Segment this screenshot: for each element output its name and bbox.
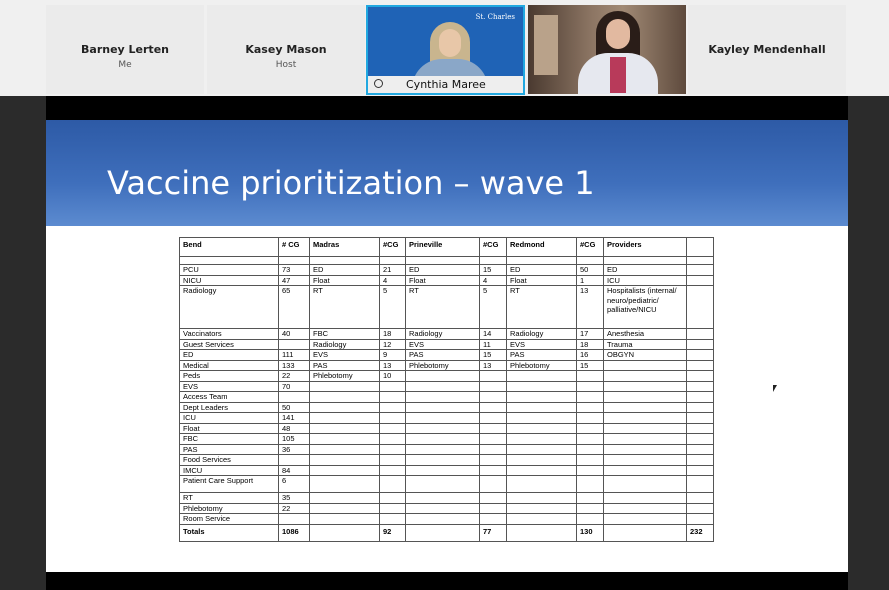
table-cell: ED <box>604 265 687 276</box>
table-row <box>180 476 714 493</box>
participant-tile-video[interactable] <box>528 5 686 94</box>
table-cell <box>480 476 507 493</box>
table-row <box>180 413 714 424</box>
table-cell <box>380 503 406 514</box>
table-row <box>180 402 714 413</box>
table-cell <box>687 476 714 493</box>
table-cell <box>279 514 310 525</box>
participant-video-face <box>606 19 630 49</box>
table-cell: 10 <box>380 371 406 382</box>
table-cell <box>310 514 380 525</box>
table-cell <box>310 402 380 413</box>
table-cell <box>687 455 714 466</box>
table-cell: EVS <box>406 339 480 350</box>
table-cell: 6 <box>279 476 310 493</box>
table-cell: Float <box>310 275 380 286</box>
participant-name: Barney Lerten <box>81 43 169 56</box>
table-cell <box>406 514 480 525</box>
table-cell: Vaccinators <box>180 329 279 340</box>
microphone-icon <box>374 79 383 88</box>
table-cell: Room Service <box>180 514 279 525</box>
table-row <box>180 350 714 361</box>
table-cell <box>380 402 406 413</box>
table-cell: Providers <box>604 238 687 257</box>
table-cell <box>507 381 577 392</box>
table-cell: ICU <box>180 413 279 424</box>
table-cell: 1 <box>577 275 604 286</box>
table-cell <box>480 444 507 455</box>
table-cell: 84 <box>279 465 310 476</box>
table-cell <box>480 423 507 434</box>
table-cell: 13 <box>480 360 507 371</box>
table-cell <box>604 514 687 525</box>
mouse-cursor-icon <box>773 385 777 392</box>
participant-name: Kayley Mendenhall <box>708 43 826 56</box>
table-cell <box>279 339 310 350</box>
table-cell <box>604 524 687 541</box>
table-cell: 133 <box>279 360 310 371</box>
table-row <box>180 329 714 340</box>
table-cell: 12 <box>380 339 406 350</box>
participant-role: Me <box>118 60 132 70</box>
caregiver-table <box>179 237 714 542</box>
table-cell: Access Team <box>180 392 279 403</box>
table-cell <box>406 455 480 466</box>
table-cell <box>604 360 687 371</box>
table-cell <box>507 413 577 424</box>
table-cell <box>507 503 577 514</box>
table-cell: Dept Leaders <box>180 402 279 413</box>
table-row <box>180 434 714 445</box>
participant-tile-barney[interactable] <box>46 5 204 94</box>
table-cell: 35 <box>279 493 310 504</box>
table-cell: Phlebotomy <box>180 503 279 514</box>
table-cell <box>577 514 604 525</box>
table-cell: 5 <box>480 286 507 329</box>
table-cell <box>480 257 507 265</box>
table-cell <box>480 371 507 382</box>
table-cell: #CG <box>480 238 507 257</box>
table-cell: 15 <box>577 360 604 371</box>
table-cell: 50 <box>577 265 604 276</box>
table-cell <box>406 476 480 493</box>
table-cell: Redmond <box>507 238 577 257</box>
table-cell: Radiology <box>310 339 380 350</box>
table-cell <box>480 434 507 445</box>
participant-tile-kayley[interactable] <box>688 5 846 94</box>
table-cell <box>687 402 714 413</box>
table-row <box>180 465 714 476</box>
table-cell <box>507 434 577 445</box>
table-cell <box>480 465 507 476</box>
table-cell: Medical <box>180 360 279 371</box>
participant-video-face <box>439 29 461 57</box>
table-cell <box>687 257 714 265</box>
active-speaker-namebar <box>368 76 523 93</box>
table-cell <box>480 503 507 514</box>
table-cell <box>406 524 480 541</box>
table-cell: FBC <box>310 329 380 340</box>
table-cell <box>310 444 380 455</box>
table-cell <box>687 238 714 257</box>
table-cell <box>577 493 604 504</box>
table-cell: 13 <box>577 286 604 329</box>
table-row <box>180 503 714 514</box>
table-cell: 17 <box>577 329 604 340</box>
table-cell: 1086 <box>279 524 310 541</box>
table-cell <box>480 402 507 413</box>
table-cell: 4 <box>480 275 507 286</box>
table-cell: ED <box>406 265 480 276</box>
table-cell: EVS <box>507 339 577 350</box>
table-cell: IMCU <box>180 465 279 476</box>
table-cell: PAS <box>406 350 480 361</box>
participant-tile-kasey[interactable] <box>207 5 365 94</box>
table-cell: 141 <box>279 413 310 424</box>
table-cell <box>310 503 380 514</box>
table-cell: ED <box>180 350 279 361</box>
table-cell: 22 <box>279 503 310 514</box>
table-cell <box>687 350 714 361</box>
table-cell: 40 <box>279 329 310 340</box>
table-cell: 70 <box>279 381 310 392</box>
table-cell <box>406 423 480 434</box>
table-cell <box>577 257 604 265</box>
table-cell <box>687 371 714 382</box>
table-cell: EVS <box>310 350 380 361</box>
table-cell <box>279 257 310 265</box>
table-row <box>180 455 714 466</box>
table-cell: 11 <box>480 339 507 350</box>
table-cell <box>604 402 687 413</box>
table-cell <box>577 465 604 476</box>
table-cell <box>604 465 687 476</box>
table-cell <box>507 465 577 476</box>
table-row <box>180 381 714 392</box>
table-cell <box>480 381 507 392</box>
table-cell: Radiology <box>507 329 577 340</box>
table-cell <box>604 392 687 403</box>
table-cell: Radiology <box>180 286 279 329</box>
table-cell: Float <box>180 423 279 434</box>
table-cell <box>380 455 406 466</box>
table-cell <box>480 514 507 525</box>
table-row <box>180 275 714 286</box>
table-cell <box>507 493 577 504</box>
table-cell <box>577 423 604 434</box>
participant-strip <box>0 0 889 96</box>
table-cell <box>507 524 577 541</box>
table-cell: 14 <box>480 329 507 340</box>
table-cell <box>604 423 687 434</box>
participant-name: Kasey Mason <box>245 43 327 56</box>
table-cell <box>406 371 480 382</box>
table-cell <box>687 275 714 286</box>
table-cell: 50 <box>279 402 310 413</box>
table-spacer-row <box>180 257 714 265</box>
table-row <box>180 339 714 350</box>
table-cell: Trauma <box>604 339 687 350</box>
table-cell <box>687 339 714 350</box>
table-cell <box>577 444 604 455</box>
table-row <box>180 360 714 371</box>
table-cell: 73 <box>279 265 310 276</box>
table-cell: #CG <box>380 238 406 257</box>
table-header-row <box>180 238 714 257</box>
table-cell: Peds <box>180 371 279 382</box>
table-cell <box>687 423 714 434</box>
table-cell <box>687 360 714 371</box>
table-cell: RT <box>310 286 380 329</box>
table-cell: 15 <box>480 350 507 361</box>
table-cell <box>577 371 604 382</box>
slide-title: Vaccine prioritization – wave 1 <box>107 164 595 202</box>
table-cell: 5 <box>380 286 406 329</box>
table-cell <box>480 493 507 504</box>
table-cell: 92 <box>380 524 406 541</box>
table-totals-row <box>180 524 714 541</box>
table-row <box>180 493 714 504</box>
table-cell <box>687 444 714 455</box>
table-cell: 4 <box>380 275 406 286</box>
table-cell: # CG <box>279 238 310 257</box>
table-cell <box>380 413 406 424</box>
table-cell: PCU <box>180 265 279 276</box>
table-cell: 105 <box>279 434 310 445</box>
table-cell: EVS <box>180 381 279 392</box>
table-cell <box>380 476 406 493</box>
video-background-logo: St. Charles <box>475 13 515 21</box>
table-cell: 36 <box>279 444 310 455</box>
table-cell <box>310 434 380 445</box>
table-cell: 232 <box>687 524 714 541</box>
table-cell <box>310 476 380 493</box>
table-cell: NICU <box>180 275 279 286</box>
video-background-door <box>534 15 558 75</box>
table-cell <box>310 465 380 476</box>
participant-tile-cynthia-video[interactable] <box>366 5 525 95</box>
table-cell: RT <box>180 493 279 504</box>
table-cell <box>577 402 604 413</box>
table-cell <box>507 392 577 403</box>
table-row <box>180 286 714 329</box>
table-cell <box>406 392 480 403</box>
table-cell: Float <box>507 275 577 286</box>
table-cell <box>507 423 577 434</box>
participant-video-shirt <box>610 57 626 93</box>
table-cell <box>507 402 577 413</box>
table-cell: #CG <box>577 238 604 257</box>
table-cell <box>604 455 687 466</box>
table-cell <box>604 257 687 265</box>
slide-title-banner <box>46 120 848 226</box>
table-cell: 13 <box>380 360 406 371</box>
table-cell: Hospitalists (internal/ neuro/pediatric/ palliative/NICU <box>604 286 687 329</box>
table-cell <box>180 257 279 265</box>
table-cell <box>406 465 480 476</box>
table-cell <box>310 493 380 504</box>
table-cell <box>577 413 604 424</box>
table-cell: 77 <box>480 524 507 541</box>
table-cell <box>380 392 406 403</box>
table-cell: Phlebotomy <box>310 371 380 382</box>
table-cell <box>380 514 406 525</box>
table-cell: Food Services <box>180 455 279 466</box>
table-cell: PAS <box>310 360 380 371</box>
table-cell: ICU <box>604 275 687 286</box>
table-cell <box>406 434 480 445</box>
table-cell <box>480 413 507 424</box>
table-cell: 22 <box>279 371 310 382</box>
table-cell <box>406 493 480 504</box>
table-cell <box>380 434 406 445</box>
table-cell <box>604 493 687 504</box>
table-cell <box>406 413 480 424</box>
table-cell: Guest Services <box>180 339 279 350</box>
table-cell: ED <box>507 265 577 276</box>
participant-role: Host <box>275 60 297 70</box>
table-cell <box>687 329 714 340</box>
table-cell: RT <box>507 286 577 329</box>
table-cell: Madras <box>310 238 380 257</box>
table-row <box>180 392 714 403</box>
table-cell <box>577 476 604 493</box>
table-cell: RT <box>406 286 480 329</box>
shared-screen-top-bar <box>46 96 848 120</box>
table-cell <box>380 493 406 504</box>
table-cell <box>279 455 310 466</box>
table-cell: Bend <box>180 238 279 257</box>
table-cell <box>310 455 380 466</box>
table-cell: 47 <box>279 275 310 286</box>
table-cell <box>604 476 687 493</box>
table-cell <box>406 503 480 514</box>
table-cell: 21 <box>380 265 406 276</box>
table-cell <box>507 371 577 382</box>
table-cell <box>604 444 687 455</box>
table-cell <box>507 257 577 265</box>
table-cell <box>687 503 714 514</box>
table-cell <box>507 514 577 525</box>
table-cell <box>406 402 480 413</box>
table-cell: PAS <box>507 350 577 361</box>
table-cell: ED <box>310 265 380 276</box>
table-cell: 130 <box>577 524 604 541</box>
table-row <box>180 371 714 382</box>
table-cell: Patient Care Support <box>180 476 279 493</box>
table-cell <box>310 524 380 541</box>
table-row <box>180 514 714 525</box>
table-cell <box>380 465 406 476</box>
table-cell <box>380 381 406 392</box>
table-row <box>180 423 714 434</box>
table-cell: 18 <box>577 339 604 350</box>
table-cell <box>687 514 714 525</box>
table-cell <box>310 392 380 403</box>
table-cell: 18 <box>380 329 406 340</box>
table-cell: 9 <box>380 350 406 361</box>
table-cell: 16 <box>577 350 604 361</box>
table-cell: FBC <box>180 434 279 445</box>
table-cell <box>279 392 310 403</box>
table-cell: 15 <box>480 265 507 276</box>
table-cell <box>406 381 480 392</box>
table-cell <box>687 465 714 476</box>
table-cell <box>577 503 604 514</box>
table-cell: Phlebotomy <box>507 360 577 371</box>
table-cell <box>310 257 380 265</box>
table-cell <box>577 455 604 466</box>
table-cell <box>310 381 380 392</box>
table-cell <box>687 493 714 504</box>
table-cell <box>687 434 714 445</box>
participant-name: Cynthia Maree <box>406 78 486 91</box>
table-cell <box>507 444 577 455</box>
table-cell: 65 <box>279 286 310 329</box>
table-cell: Anesthesia <box>604 329 687 340</box>
table-cell <box>687 381 714 392</box>
table-cell: PAS <box>180 444 279 455</box>
table-cell <box>310 413 380 424</box>
table-cell <box>577 381 604 392</box>
shared-screen-bottom-bar <box>46 572 848 590</box>
table-cell <box>406 257 480 265</box>
table-cell: Phlebotomy <box>406 360 480 371</box>
table-cell <box>604 503 687 514</box>
table-cell <box>310 423 380 434</box>
table-cell <box>406 444 480 455</box>
table-cell <box>507 476 577 493</box>
table-cell <box>480 455 507 466</box>
table-cell <box>507 455 577 466</box>
table-cell: 111 <box>279 350 310 361</box>
table-cell: Radiology <box>406 329 480 340</box>
table-cell <box>380 423 406 434</box>
table-cell <box>380 444 406 455</box>
table-cell: Float <box>406 275 480 286</box>
table-cell <box>604 434 687 445</box>
table-cell <box>687 286 714 329</box>
table-cell: OBGYN <box>604 350 687 361</box>
table-cell <box>380 257 406 265</box>
table-cell <box>604 381 687 392</box>
table-cell <box>604 413 687 424</box>
table-cell <box>577 392 604 403</box>
table-cell <box>687 265 714 276</box>
table-cell <box>604 371 687 382</box>
table-row <box>180 265 714 276</box>
table-cell <box>577 434 604 445</box>
table-cell: Totals <box>180 524 279 541</box>
table-cell <box>480 392 507 403</box>
table-cell <box>687 392 714 403</box>
table-cell: Prineville <box>406 238 480 257</box>
table-cell <box>687 413 714 424</box>
table-row <box>180 444 714 455</box>
table-cell: 48 <box>279 423 310 434</box>
